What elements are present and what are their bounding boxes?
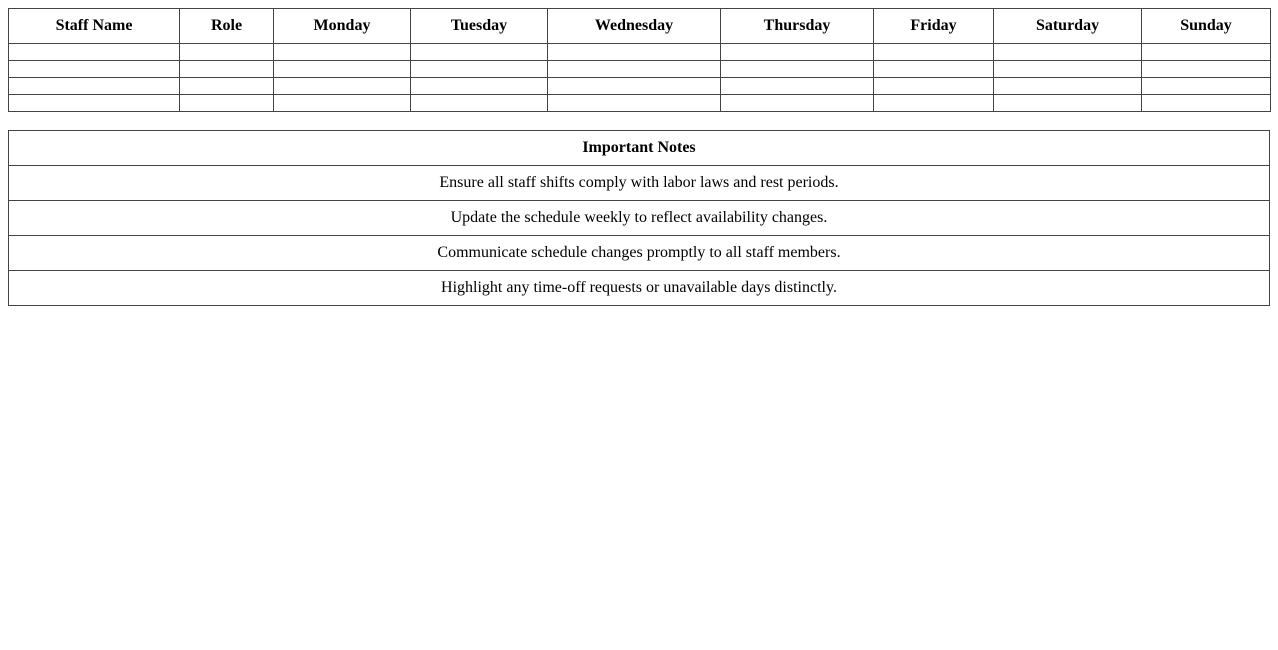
schedule-cell [9,61,180,78]
schedule-cell [180,95,274,112]
column-header-role: Role [180,9,274,44]
column-header-thursday: Thursday [721,9,874,44]
schedule-cell [1142,95,1271,112]
schedule-cell [721,95,874,112]
schedule-cell [874,44,994,61]
schedule-cell [9,78,180,95]
schedule-cell [548,44,721,61]
schedule-cell [874,78,994,95]
notes-title: Important Notes [9,131,1270,166]
important-notes-table [8,130,1270,306]
schedule-cell [1142,44,1271,61]
note-text: Update the schedule weekly to reflect availability changes. [9,201,1270,236]
schedule-cell [548,61,721,78]
schedule-cell [180,44,274,61]
column-header-monday: Monday [274,9,411,44]
schedule-row [9,61,1271,78]
schedule-cell [9,95,180,112]
schedule-cell [994,44,1142,61]
schedule-cell [994,78,1142,95]
schedule-cell [411,61,548,78]
schedule-cell [274,61,411,78]
schedule-header-row [9,9,1271,44]
schedule-cell [548,78,721,95]
schedule-row [9,78,1271,95]
note-row [9,236,1270,271]
schedule-cell [411,44,548,61]
schedule-cell [274,95,411,112]
note-text: Highlight any time-off requests or unavailable days distinctly. [9,271,1270,306]
schedule-body [9,44,1271,112]
schedule-cell [721,44,874,61]
note-row [9,271,1270,306]
schedule-cell [874,61,994,78]
schedule-cell [411,95,548,112]
staff-schedule-table [8,8,1271,112]
schedule-cell [274,44,411,61]
schedule-cell [548,95,721,112]
schedule-cell [1142,78,1271,95]
schedule-cell [411,78,548,95]
schedule-row [9,44,1271,61]
schedule-cell [721,61,874,78]
note-text: Ensure all staff shifts comply with labor laws and rest periods. [9,166,1270,201]
page-content [8,8,1270,306]
column-header-staff-name: Staff Name [9,9,180,44]
notes-header-row [9,131,1270,166]
note-row [9,166,1270,201]
schedule-cell [721,78,874,95]
schedule-cell [274,78,411,95]
note-text: Communicate schedule changes promptly to all staff members. [9,236,1270,271]
schedule-row [9,95,1271,112]
column-header-sunday: Sunday [1142,9,1271,44]
schedule-cell [1142,61,1271,78]
schedule-cell [180,61,274,78]
column-header-wednesday: Wednesday [548,9,721,44]
column-header-friday: Friday [874,9,994,44]
schedule-cell [994,61,1142,78]
schedule-cell [874,95,994,112]
note-row [9,201,1270,236]
schedule-cell [994,95,1142,112]
schedule-cell [180,78,274,95]
schedule-cell [9,44,180,61]
column-header-saturday: Saturday [994,9,1142,44]
column-header-tuesday: Tuesday [411,9,548,44]
